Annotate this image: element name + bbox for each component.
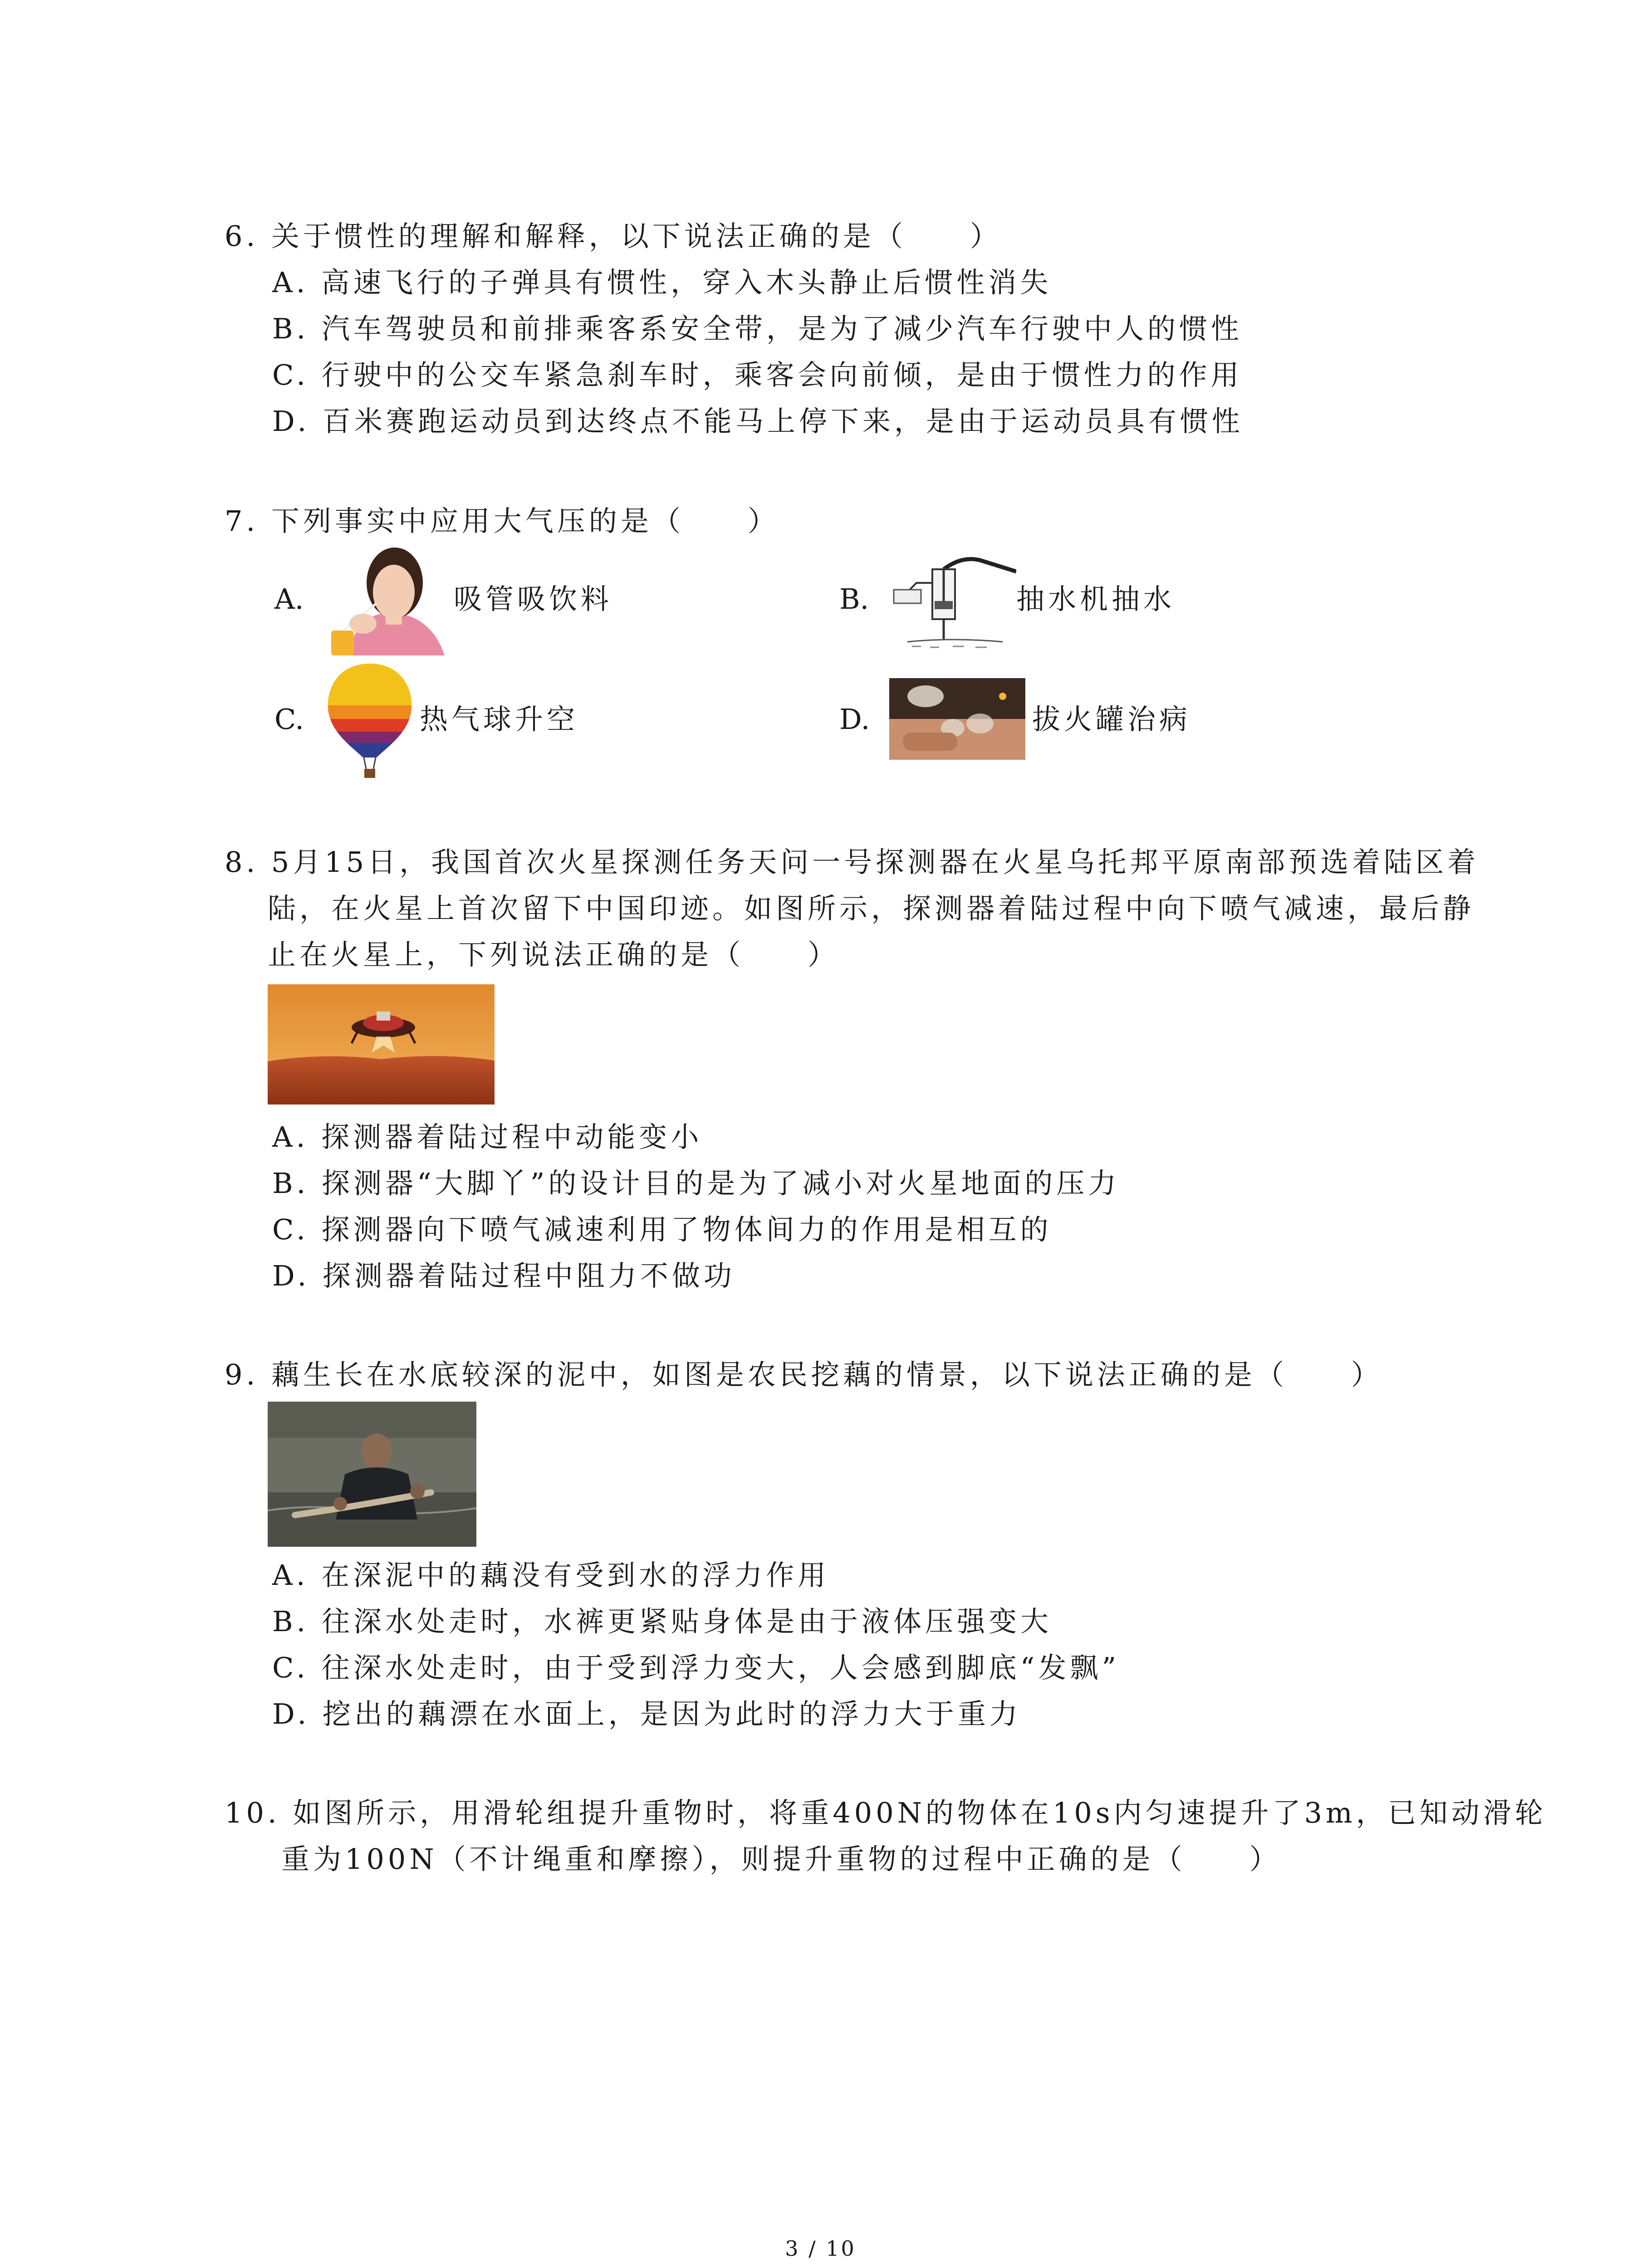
q10-stem-line-2: 重为100N（不计绳重和摩擦），则提升重物的过程中正确的是（ ） [281, 1843, 1281, 1876]
q7-option-d-text: 拔火罐治病 [1032, 703, 1191, 736]
q9-option-b: B. 往深水处走时，水裤更紧贴身体是由于液体压强变大 [272, 1605, 1052, 1638]
q8-option-a: A. 探测器着陆过程中动能变小 [272, 1120, 703, 1154]
q8-stem-line-2: 陆，在火星上首次留下中国印迹。如图所示，探测器着陆过程中向下喷气减速，最后静 [268, 892, 1475, 925]
q7-option-c-text: 热气球升空 [420, 703, 579, 736]
q9-option-d: D. 挖出的藕漂在水面上，是因为此时的浮力大于重力 [272, 1697, 1021, 1730]
q7-stem: 7. 下列事实中应用大气压的是（ ） [225, 504, 779, 538]
mars-lander-image [268, 984, 495, 1105]
q6-option-b: B. 汽车驾驶员和前排乘客系安全带，是为了减少汽车行驶中人的惯性 [272, 312, 1243, 345]
lotus-root-digging-image [268, 1402, 476, 1547]
q7-option-c-letter: C. [274, 703, 304, 736]
q10-stem-line-1: 10. 如图所示，用滑轮组提升重物时，将重400N的物体在10s内匀速提升了3m，已知动滑轮 [225, 1796, 1547, 1829]
q9-option-a: A. 在深泥中的藕没有受到水的浮力作用 [272, 1559, 830, 1592]
hot-air-balloon-image [322, 660, 417, 782]
q8-stem-line-1: 8. 5月15日，我国首次火星探测任务天问一号探测器在火星乌托邦平原南部预选着陆区着 [225, 846, 1479, 879]
q9-option-c: C. 往深水处走时，由于受到浮力变大，人会感到脚底“发飘” [272, 1651, 1120, 1684]
q6-option-a: A. 高速飞行的子弹具有惯性，穿入木头静止后惯性消失 [272, 266, 1052, 299]
q8-option-d: D. 探测器着陆过程中阻力不做功 [272, 1259, 735, 1292]
q9-stem: 9. 藕生长在水底较深的泥中，如图是农民挖藕的情景，以下说法正确的是（ ） [225, 1358, 1383, 1391]
q7-option-b-text: 抽水机抽水 [1016, 582, 1176, 616]
water-pump-image [889, 551, 1016, 651]
q8-option-b: B. 探测器“大脚丫”的设计目的是为了减小对火星地面的压力 [272, 1167, 1120, 1200]
cupping-therapy-image [889, 678, 1025, 760]
q7-option-a-letter: A. [274, 582, 304, 616]
straw-drinking-image [322, 547, 449, 655]
q7-option-b-letter: B. [839, 582, 869, 616]
page-number: 3 / 10 [785, 2236, 856, 2261]
q7-option-a-text: 吸管吸饮料 [454, 582, 613, 616]
q8-stem-line-3: 止在火星上，下列说法正确的是（ ） [268, 938, 840, 971]
q6-stem: 6. 关于惯性的理解和解释，以下说法正确的是（ ） [225, 220, 1002, 253]
q7-option-d-letter: D. [839, 703, 870, 736]
q6-option-d: D. 百米赛跑运动员到达终点不能马上停下来，是由于运动员具有惯性 [272, 405, 1244, 438]
q6-option-c: C. 行驶中的公交车紧急刹车时，乘客会向前倾，是由于惯性力的作用 [272, 358, 1243, 391]
q8-option-c: C. 探测器向下喷气减速利用了物体间力的作用是相互的 [272, 1213, 1052, 1246]
